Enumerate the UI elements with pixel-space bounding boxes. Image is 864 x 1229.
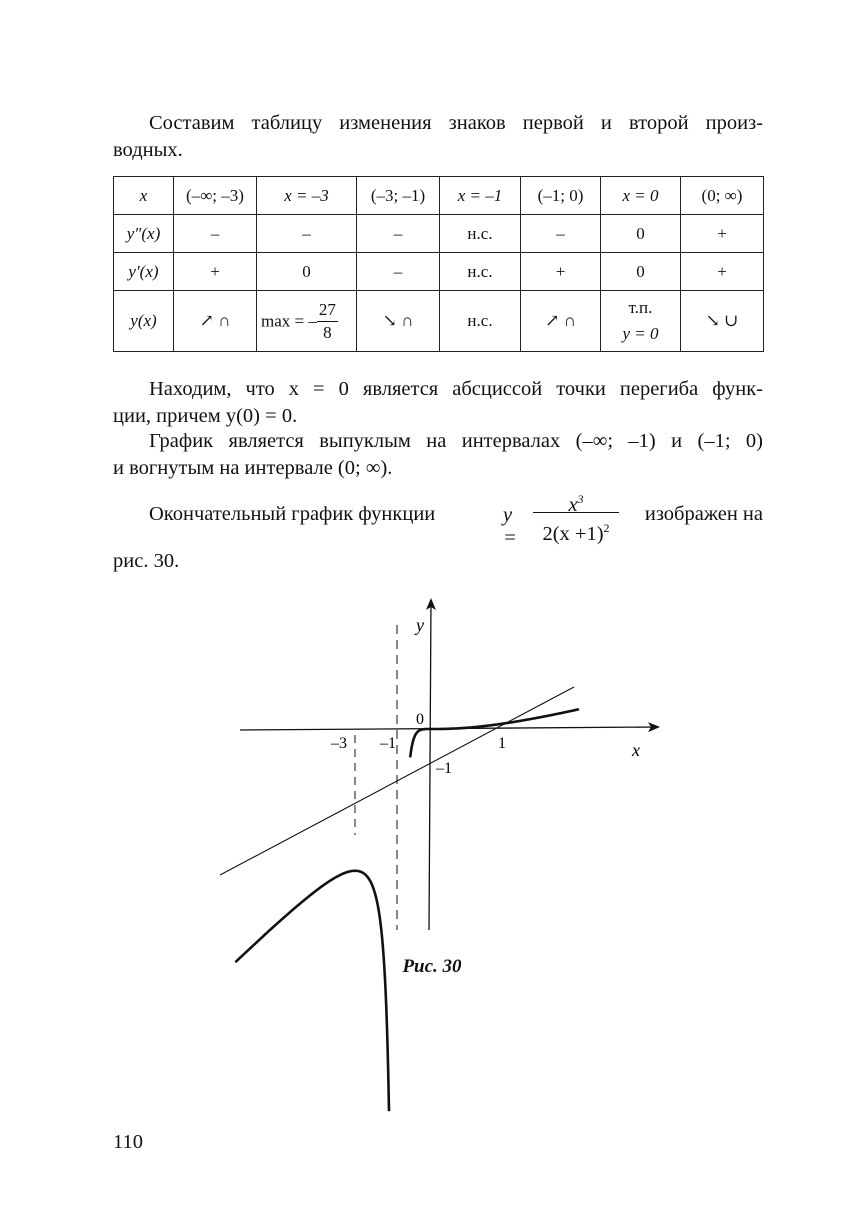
max-fraction: $\frac{27}{8}$ <box>318 299 336 342</box>
table-cell: + <box>174 253 257 291</box>
table-cell: x <box>114 177 174 215</box>
table-cell: ↘ ∩ <box>357 291 440 352</box>
table-cell: – <box>257 215 357 253</box>
formula-denominator: $2(x +1)^2$ <box>542 521 610 545</box>
table-cell: (–3; –1) <box>357 177 440 215</box>
formula-y-equals: y = <box>503 504 517 549</box>
table-cell: н.с. <box>440 291 521 352</box>
curve-right-branch <box>410 709 579 757</box>
table-cell: н.с. <box>440 253 521 291</box>
table-cell: + <box>681 215 764 253</box>
figure-caption: Рис. 30 <box>402 956 462 977</box>
paragraph-inflection-line-1: Находим, что x = 0 является абсциссой точки перегиба функ- <box>149 378 763 400</box>
table-cell: – <box>521 215 601 253</box>
table-cell: – <box>174 215 257 253</box>
table-cell: y″(x) <box>114 215 174 253</box>
curve-left-branch <box>235 871 389 1111</box>
table-cell: y′(x) <box>114 253 174 291</box>
inflection-label: т.п. <box>628 298 653 317</box>
table-cell: x = –3 <box>257 177 357 215</box>
paragraph-convexity-line-2: и вогнутым на интервале (0; ∞). <box>113 457 393 479</box>
page-number: 110 <box>113 1131 143 1153</box>
paragraph-inflection-line-2: ции, причем y(0) = 0. <box>113 405 298 427</box>
table-cell: x = –1 <box>440 177 521 215</box>
inflection-value: y = 0 <box>622 324 659 343</box>
figure-reference: рис. 30. <box>113 550 180 572</box>
intro-line-1: Составим таблицу изменения знаков первой и второй произ- <box>149 112 763 134</box>
paragraph-convexity-line-1: График является выпуклым на интервалах (–∞; –1) и (–1; 0) <box>149 430 763 452</box>
x-axis-label: x <box>632 740 640 760</box>
table-cell: н.с. <box>440 215 521 253</box>
final-graph-text-right: изображен на <box>644 503 763 525</box>
table-cell: – <box>357 253 440 291</box>
table-cell: 0 <box>257 253 357 291</box>
max-prefix: max = – <box>261 311 317 330</box>
table-cell: + <box>681 253 764 291</box>
table-cell: (–1; 0) <box>521 177 601 215</box>
intro-line-2: водных. <box>113 139 183 161</box>
table-cell: 0 <box>601 253 681 291</box>
table-cell: ↗ ∩ <box>521 291 601 352</box>
tick-label-minus-1: –1 <box>380 735 396 752</box>
table-cell: ↗ ∩ <box>174 291 257 352</box>
tick-label-y-minus-1: –1 <box>436 760 452 777</box>
table-cell: + <box>521 253 601 291</box>
table-cell: 0 <box>601 215 681 253</box>
table-cell: ↘ ∪ <box>681 291 764 352</box>
tick-label-minus-3: –3 <box>331 735 347 752</box>
formula-numerator: $x^3$ <box>533 482 619 513</box>
table-cell: (0; ∞) <box>681 177 764 215</box>
tick-label-1: 1 <box>498 735 506 752</box>
table-cell: y(x) <box>114 291 174 352</box>
y-axis-label: y <box>416 615 424 635</box>
table-cell: x = 0 <box>601 177 681 215</box>
final-graph-text-left: Окончательный график функции <box>149 503 436 525</box>
y-axis <box>429 600 431 930</box>
table-cell: (–∞; –3) <box>174 177 257 215</box>
table-cell: – <box>357 215 440 253</box>
origin-label: 0 <box>416 711 424 728</box>
